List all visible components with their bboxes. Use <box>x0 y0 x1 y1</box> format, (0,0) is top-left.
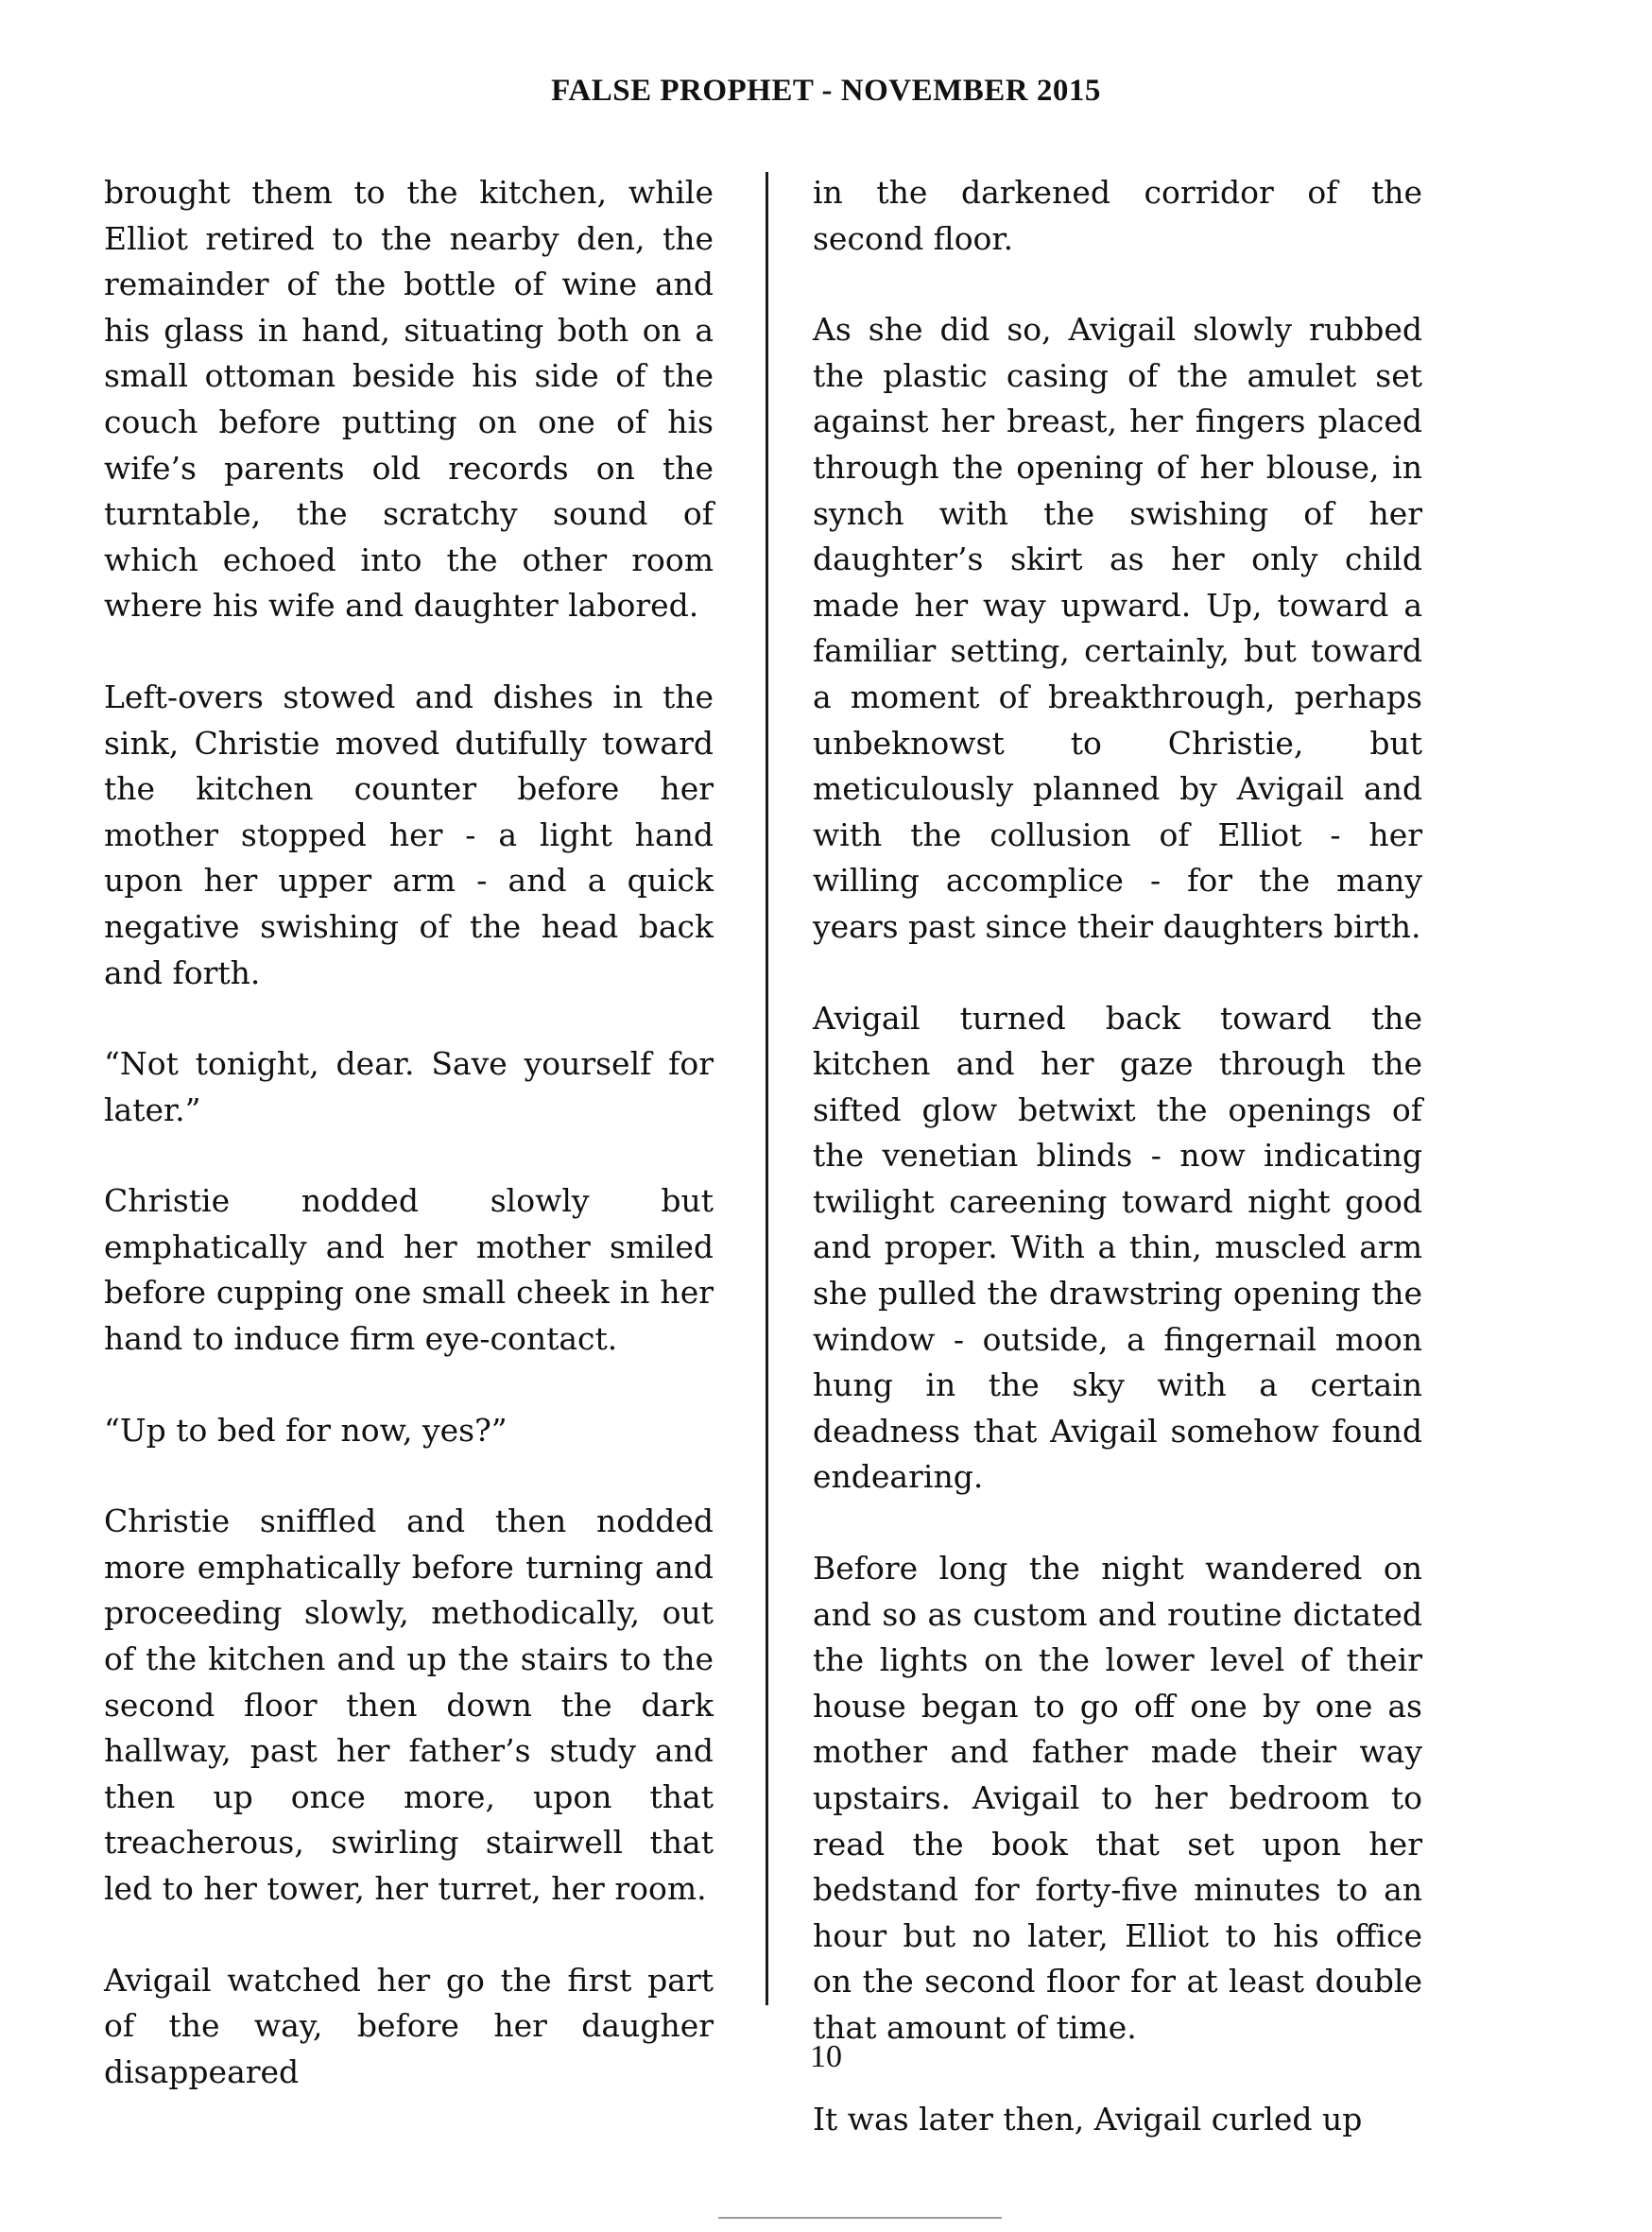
paragraph: Avigail turned back toward the kitchen and her gaze through the sifted glow betwixt the openings of the venetian blinds - now indicating twilight careening toward night good and proper. With a thin, muscled arm she pulled the drawstring opening the window - outside, a fingernail moon hung in the sky with a certain deadness that Avigail somehow found endearing. <box>813 999 1422 1496</box>
paragraph: “Not tonight, dear. Save yourself for later.” <box>104 1045 714 1128</box>
page-number: 10 <box>810 2039 842 2074</box>
running-header: FALSE PROPHET - NOVEMBER 2015 <box>551 74 1101 108</box>
paragraph: Christie nodded slowly but emphatically and her mother smiled before cupping one small cheek in her hand to induce firm eye-contact. <box>104 1182 714 1358</box>
paragraph: in the darkened corridor of the second floor. <box>813 174 1422 257</box>
paragraph: Before long the night wandered on and so as custom and routine dictated the lights on the lower level of their house began to go off one by one as mother and father made their way upstairs. Avigail to her bedroom to read the book that set upon her bedstand for forty-five minutes to an hour but no later, Elliot to his office on the second floor for at least double that amount of time. <box>813 1550 1422 2046</box>
right-column <box>813 170 1422 2142</box>
scan-artifact-line <box>718 2217 1002 2219</box>
paragraph: Left-overs stowed and dishes in the sink, Christie moved dutifully toward the kitchen counter before her mother stopped her - a light hand upon her upper arm - and a quick negative swishing of the head back and forth. <box>104 678 714 991</box>
paragraph: Christie sniffled and then nodded more emphatically before turning and proceeding slowly, methodically, out of the kitchen and up the stairs to the second floor then down the dark hallway, past her father’s study and then up once more, upon that treacherous, swirling stairwell that led to her tower, her turret, her room. <box>104 1502 714 1907</box>
column-divider <box>766 172 768 2005</box>
left-column <box>104 170 714 2095</box>
paragraph: Avigail watched her go the first part of the way, before her daugher disappeared <box>104 1961 714 2090</box>
paragraph: brought them to the kitchen, while Elliot retired to the nearby den, the remainder of the bottle of wine and his glass in hand, situating both on a small ottoman beside his side of the couch before putting on one of his wife’s parents old records on the turntable, the scratchy sound of which echoed into the other room where his wife and daughter labored. <box>104 174 714 625</box>
paragraph: “Up to bed for now, yes?” <box>104 1411 508 1449</box>
paragraph: As she did so, Avigail slowly rubbed the plastic casing of the amulet set against her breast, her fingers placed through the opening of her blouse, in synch with the swishing of her daughter’s skirt as her only child made her way upward. Up, toward a familiar setting, certainly, but toward a moment of breakthrough, perhaps unbeknowst to Christie, but meticulously planned by Avigail and with the collusion of Elliot - her willing accomplice - for the many years past since their daughters birth. <box>813 311 1422 945</box>
paragraph: It was later then, Avigail curled up <box>813 2100 1363 2138</box>
